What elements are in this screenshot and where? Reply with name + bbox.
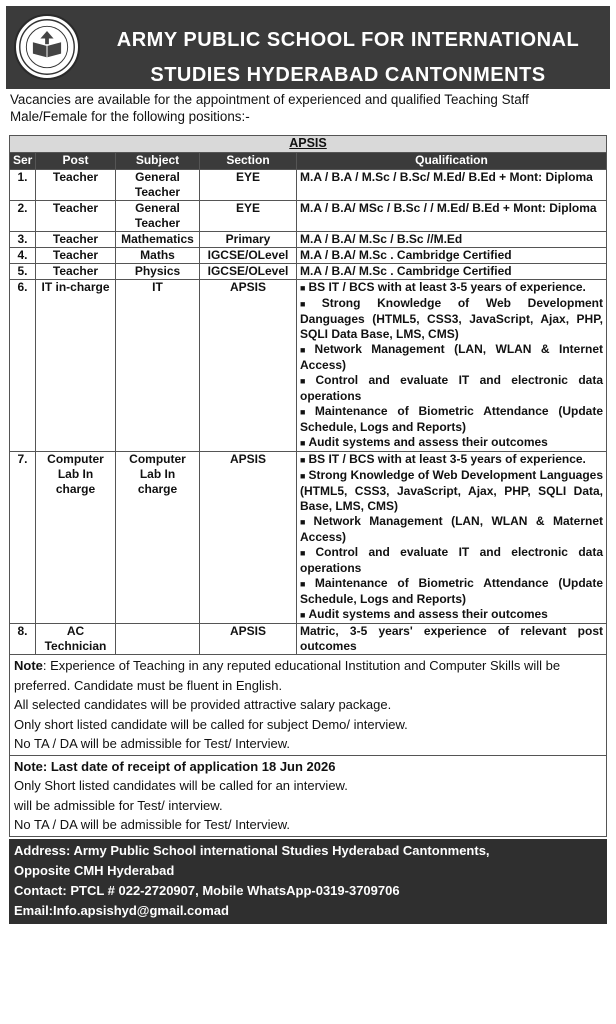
row-subject: IT (116, 280, 200, 452)
row-qualification: M.A / B.A/ M.Sc . Cambridge Certified (297, 264, 607, 280)
row-qualification: Matric, 3-5 years' experience of relevant post outcomes (297, 624, 607, 655)
list-item: ■ Control and evaluate IT and electronic data operations (300, 373, 604, 403)
header-ser: Ser (10, 153, 36, 170)
row-post: Computer Lab In charge (36, 452, 116, 624)
note-line: will be admissible for Test/ interview. (14, 797, 223, 813)
table-row (10, 248, 607, 264)
contact-line: Contact: PTCL # 022-2720907, Mobile WhatsApp-0319-3709706 (14, 882, 400, 898)
row-ser: 4. (10, 248, 36, 264)
row-qualification (297, 280, 607, 452)
bullet-icon: ■ (300, 548, 313, 558)
row-post: Teacher (36, 232, 116, 248)
notes-section (9, 655, 607, 837)
table-row (10, 201, 607, 232)
note-first-line: Note: Experience of Teaching in any reputed educational Institution and Computer Skills will be preferred. Candidate must be fluent in English. (14, 658, 561, 693)
school-crest-icon (14, 14, 80, 80)
bullet-icon: ■ (300, 610, 306, 620)
row-ser: 3. (10, 232, 36, 248)
list-item: ■ Audit systems and assess their outcomes (300, 435, 548, 449)
row-qualification: M.A / B.A/ MSc / B.Sc / / M.Ed/ B.Ed + Mont: Diploma (297, 201, 607, 232)
list-item: ■ BS IT / BCS with at least 3-5 years of experience. (300, 452, 586, 466)
row-ser: 6. (10, 280, 36, 452)
email-line: Email:Info.apsishyd@gmail.comad (14, 902, 229, 918)
header-subject: Subject (116, 153, 200, 170)
bullet-icon: ■ (300, 471, 306, 481)
list-item: ■ Maintenance of Biometric Attendance (Update Schedule, Logs and Reports) (300, 404, 604, 434)
note-line: No TA / DA will be admissible for Test/ Interview. (14, 817, 291, 832)
bullet-icon: ■ (300, 376, 313, 386)
address-line-2: Opposite CMH Hyderabad (14, 862, 175, 878)
row-subject: Computer Lab In charge (116, 452, 200, 624)
note-line: Only Short listed candidates will be called for an interview. (14, 778, 348, 793)
table-row (10, 280, 607, 452)
row-section: IGCSE/OLevel (200, 264, 297, 280)
row-subject: General Teacher (116, 170, 200, 201)
row-qualification (297, 452, 607, 624)
row-post: Teacher (36, 248, 116, 264)
bullet-icon: ■ (300, 299, 319, 309)
row-section: APSIS (200, 624, 297, 655)
table-row (10, 264, 607, 280)
row-subject: Mathematics (116, 232, 200, 248)
row-section: APSIS (200, 280, 297, 452)
list-item: ■ Maintenance of Biometric Attendance (Update Schedule, Logs and Reports) (300, 576, 604, 606)
row-section: IGCSE/OLevel (200, 248, 297, 264)
contact-footer (9, 839, 607, 924)
row-ser: 2. (10, 201, 36, 232)
row-section: EYE (200, 201, 297, 232)
note-label: Note (14, 658, 43, 673)
bullet-icon: ■ (300, 283, 306, 293)
title-line-2: STUDIES HYDERABAD CANTONMENTS (150, 64, 546, 86)
intro-text: Vacancies are available for the appointment of experienced and qualified Teaching Staff Male/Female for the following positions:- (10, 92, 529, 124)
table-row (10, 232, 607, 248)
bullet-icon: ■ (300, 579, 312, 589)
row-ser: 5. (10, 264, 36, 280)
row-ser: 8. (10, 624, 36, 655)
section-title-row (10, 136, 607, 153)
table-row (10, 624, 607, 655)
address-line-1: Address: Army Public School international Studies Hyderabad Cantonments, (14, 842, 490, 858)
row-qualification: M.A / B.A/ M.Sc . Cambridge Certified (297, 248, 607, 264)
table-header-row (10, 153, 607, 170)
note-block-general (10, 655, 606, 755)
list-item: ■ Strong Knowledge of Web Development Languages (HTML5, CSS3, JavaScript, Ajax, PHP, SQLI Data, Base, LMS, CMS) (300, 468, 603, 513)
row-subject: Maths (116, 248, 200, 264)
header-section: Section (200, 153, 297, 170)
list-item: ■ Audit systems and assess their outcomes (300, 607, 548, 621)
row-qualification: M.A / B.A/ M.Sc / B.Sc //M.Ed (297, 232, 607, 248)
row-section: Primary (200, 232, 297, 248)
list-item: ■ Network Management (LAN, WLAN & Maternet Access) (300, 514, 603, 544)
bullet-icon: ■ (300, 517, 311, 527)
table-row (10, 170, 607, 201)
row-subject: Physics (116, 264, 200, 280)
list-item: ■ Strong Knowledge of Web Development Danguages (HTML5, CSS3, JavaScript, Ajax, PHP, SQLI Data Base, LMS, CMS) (300, 296, 603, 341)
bullet-icon: ■ (300, 455, 306, 465)
row-section: APSIS (200, 452, 297, 624)
list-item: ■ Network Management (LAN, WLAN & Internet Access) (300, 342, 603, 372)
note-line: No TA / DA will be admissible for Test/ Interview. (14, 736, 291, 751)
row-section: EYE (200, 170, 297, 201)
deadline-heading: Note: Last date of receipt of application 18 Jun 2026 (14, 758, 336, 774)
list-item: ■ BS IT / BCS with at least 3-5 years of experience. (300, 280, 586, 294)
vacancy-table (9, 135, 607, 655)
row-subject (116, 624, 200, 655)
row-ser: 1. (10, 170, 36, 201)
row-post: Teacher (36, 170, 116, 201)
advertisement (6, 6, 610, 1018)
row-post: Teacher (36, 264, 116, 280)
note-block-deadline (10, 755, 606, 836)
bullet-icon: ■ (300, 407, 312, 417)
header-banner (6, 6, 610, 89)
row-qualification: M.A / B.A / M.Sc / B.Sc/ M.Ed/ B.Ed + Mont: Diploma (297, 170, 607, 201)
row-subject: General Teacher (116, 201, 200, 232)
bullet-icon: ■ (300, 345, 312, 355)
header-qualification: Qualification (297, 153, 607, 170)
note-line: Only short listed candidate will be called for subject Demo/ interview. (14, 716, 408, 732)
row-post: Teacher (36, 201, 116, 232)
header-post: Post (36, 153, 116, 170)
section-title: APSIS (289, 136, 327, 150)
row-ser: 7. (10, 452, 36, 624)
note-line: All selected candidates will be provided attractive salary package. (14, 697, 392, 712)
bullet-icon: ■ (300, 438, 306, 448)
row-post: IT in-charge (36, 280, 116, 452)
title-line-1: ARMY PUBLIC SCHOOL FOR INTERNATIONAL (116, 29, 580, 51)
row-post: AC Technician (36, 624, 116, 655)
list-item: ■ Control and evaluate IT and electronic data operations (300, 545, 604, 575)
table-row (10, 452, 607, 624)
